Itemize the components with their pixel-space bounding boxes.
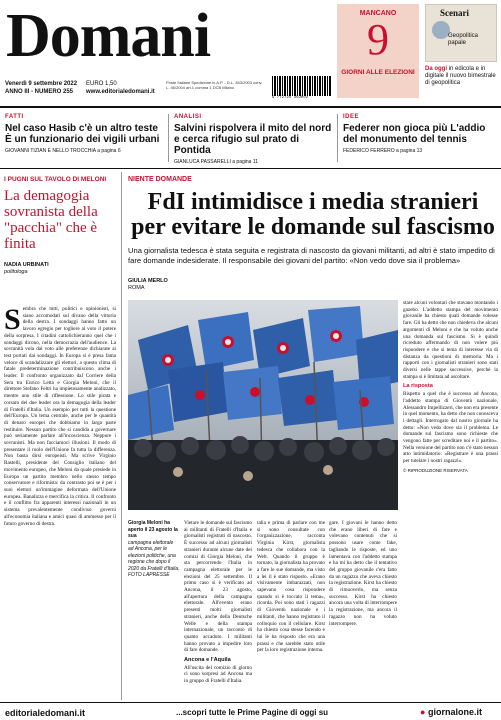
page-footer <box>0 702 501 720</box>
main-headline[interactable]: FdI intimidisce i media stranieri per evitare le domande sul fascismo <box>131 189 495 240</box>
scenari-title: Scenari <box>440 8 469 18</box>
barcode <box>272 76 332 96</box>
column-text: stare alcuni volontari che stavano montando i gazebo. L'addetto stampa del movimento giovanile ha chiesto quali domande volesse fare. Gli ha detto che non chiedeva che alcuni argomenti di Meloni e che ha voluto anche una domanda sul fascismo. Si è quindi ricreduto affermando di non volere più rispondere e che si tema di interesse via di distanza da questioni di memoria. Ma i rapporti con i giornalisti stranieri sono stati diversi nelle tappe successive, perché la stampa si è limitata ad ascoltare. <box>403 300 498 380</box>
postal-fineprint: Poste Italiane Spedizione in A.P. - D.L. 353/2003 conv. L. 46/2004 art.1 comma 1 DCB Milano <box>166 80 263 90</box>
teaser-kicker: IDEE <box>343 114 360 120</box>
rally-photo <box>128 300 398 510</box>
teaser-kicker: ANALISI <box>174 114 202 120</box>
masthead-logo: Domani <box>6 2 211 70</box>
scenari-description-bold: Da oggi <box>425 66 447 72</box>
main-place: ROMA <box>128 285 145 291</box>
masthead-rule <box>0 106 501 108</box>
column-text: talia e prima di parlare con me si sono consultate con l'organizzazione, racconta Virginia Kirst, giornalista tedesca che collabora con la Welt. Quando il gruppo è tornato, la giornalista ha provato a fare le sue domande, ma visto a lei il è stato risposto. «Erano visivamente imbarazzati, non sapevano cosa rispondere quando si è toccato il tema», ricorda. Poi sono stati i ragazzi di Gioventù nazionale e i militanti, che hanno registrato il colloquio con il cellulare. Kirst ha chiesto cosa stesse facendo e lui le ha risposto che era una prassi e che sarebbe stato utile per la loro registrazione interna. <box>257 520 325 654</box>
rally-flags-image <box>128 300 398 510</box>
opinion-title[interactable]: La demagogia sovranista della "pacchia" che è finita <box>4 188 98 252</box>
column-text: Vietare le domande sul fascismo ai militanti di Fratelli d'Italia e giornalisti registrati di nascosto. È successo ad alcuni giornalisti stranieri durante alcune date dei comizi di Giorgia Meloni, che sta percorrendo l'Italia in campagna elettorale per le elezioni del 25 settembre. Il primo caso si è verificato ad Ancona, il 23 agosto, all'apertura della campagna elettorale. All'evento erano presenti molti giornalisti stranieri, anche della Deutsche Welle e della stampa internazionale, un racconto di quanto accaduto. I militanti hanno provato a impedire loro di fare domande. <box>184 520 252 654</box>
column-subhead: La risposta <box>403 383 433 390</box>
main-kicker: NIENTE DOMANDE <box>128 176 192 183</box>
caption-body: campagna elettorale ad Ancona, per le elezioni politiche, una regione che dopo il 2020 da Fratelli d'Italia. FOTO LAPRESSE <box>128 539 180 578</box>
divider <box>337 114 338 162</box>
website-link[interactable]: www.editorialedomani.it <box>86 89 155 95</box>
brand-icon: ● <box>420 707 426 717</box>
price-block <box>86 80 155 96</box>
column-text: All'uscita del comizio di giorno ci sono sorpresi ad Ancona ma in gruppo di Fratelli d'Italia. <box>184 664 252 685</box>
main-author: GIULIA MERLO <box>128 278 168 284</box>
teaser-author: FEDERICO FERRERO a pagina 13 <box>343 148 423 154</box>
divider <box>121 172 122 700</box>
countdown-suffix: GIORNI ALLE ELEZIONI <box>341 69 415 76</box>
photo-caption <box>128 520 180 579</box>
column-subhead: Ancona e l'Aquila <box>184 657 231 664</box>
main-column-3 <box>329 520 397 627</box>
barcode-number: 9 772724 359002 <box>272 96 309 100</box>
teaser-analisi[interactable] <box>174 114 334 165</box>
teaser-kicker: FATTI <box>5 114 24 120</box>
opinion-author: NADIA URBINATI <box>4 262 49 268</box>
teaser-headline: Nel caso Hasib c'è un altro teste È un funzionario dei vigili urbani <box>5 123 160 145</box>
main-subtitle: Una giornalista tedesca è stata seguita e registrata di nascosto da giovani militanti, ad altri è stato impedito di fare domande indesiderate. Il responsabile dei giovani del partito: «Non vedo dove sia il problema» <box>128 246 495 265</box>
copyright-note: © RIPRODUZIONE RISERVATA <box>403 467 468 473</box>
main-column-4 <box>403 300 498 476</box>
main-column-2 <box>257 520 325 654</box>
scenari-cover <box>425 4 497 62</box>
issue-meta <box>5 80 77 96</box>
teaser-rule <box>0 168 501 169</box>
countdown-label: MANCANO <box>359 10 397 17</box>
teaser-author: GIANLUCA PASSARELLI a pagina 11 <box>174 159 259 165</box>
teaser-headline: Salvini rispolvera il mito del nord e cerca rifugio sul prato di Pontida <box>174 123 332 156</box>
scenari-promo[interactable] <box>425 4 497 98</box>
footer-brand: giornalone.it <box>427 707 482 717</box>
teaser-idee[interactable] <box>343 114 497 154</box>
teaser-author: GIOVANNI TIZIAN E NELLO TROCCHIA a pagina 6 <box>5 148 121 154</box>
issue-number: ANNO III - NUMERO 255 <box>5 89 74 95</box>
opinion-body <box>4 303 116 527</box>
column-text: Rispetto a quel che è successo ad Ancona, l'addetto stampa di Gioventù nazionale, Alessandro Impellizzeri, che non era presente in quel momento, ha detto che non conosceva i dettagli. Interrogato dal nostro giornale ha detto: «Non vedo dove sia il problema. Le domande sul fascismo sono richieste che vengono fatte per screditare noi e il partito». Nella versione del partito non c'è stato nessun atto intimidatorio: «Registrare è una prassi per tutelare i nostri ragazzi». <box>403 391 499 465</box>
scenari-description <box>425 66 497 87</box>
opinion-role: politologa <box>4 269 28 275</box>
main-column-1 <box>184 520 252 685</box>
countdown-number: 9 <box>367 15 389 64</box>
election-countdown <box>337 4 419 98</box>
scenari-description-text: in edicola e in digitale il nuovo bimestrale di geopolitica <box>425 66 496 86</box>
opinion-dropcap: S <box>4 303 21 336</box>
divider <box>168 114 169 162</box>
teaser-headline: Federer non gioca più L'addio del monumento del tennis <box>343 123 486 145</box>
issue-date: Venerdì 9 settembre 2022 <box>5 81 78 87</box>
issue-price: EURO 1,50 <box>86 81 117 87</box>
scenari-subtitle: Geopolitica papale <box>448 33 479 46</box>
teaser-fatti[interactable] <box>5 114 165 154</box>
footer-promo: ...scopri tutte le Prime Pagine di oggi su <box>176 708 329 717</box>
opinion-text: embra che tutti, politici e opinionisti, si siano accomodati sul divano della vittoria della destra. I sondaggi hanno fatto un lavoro egregio per togliere al voto il potere della sorpresa. I citadini cattolichieranno quel che i sondaggi dicono, nella democrazia dell'audience. La sovranità vola dal voto alle preferenze dichiarate ai test portati dai sondaggi. In Europa si è presa fama veloce di scandalizzare gli elettori, a questo clima di fatale predeterminazione contribuiscono anche i leader. Il confronto organizzato dal Corriere della Sera tra Enrico Letta e Giorgia Meloni, che il direttore Stefano Feltri ha impietosamente analizzato, mentre uno stile di riflessione. Lo stile pirata e corsaro dei due leader ora la demagogia della leader di Fratelli d'Italia. Un esempio per tutti la questione dell'Europa. Un tema centrale, anche per le quantità di denaro europei che dobbiamo in larga parte restituire. Nessun partito che si candida a governare può seriamente parlare all'incoscienza. Neppure i sovranisti. Ma non facciamoci illusioni. Il modo di presentare il ruolo dell'Unione fa tutta la differenza. Non basta dirsi europeisti. Ma scrive Virginio Rastelli, presidente del Consiglio italiano del movimento europeo, che Meloni da quale presiede in Europa un partito membro nello stesso tempo conservatore e riformista: da contrasto poi se è per i suoi elettori un'immagine deformata dell'Unione europea. Banalizza e mercifica la critica. Il confronto e il conflitto fra apparenti interessi nazionali in un sistema prevalentemente condiviso governi all'economia italiana e amici quasi di ammesso per il futuro governo di destra. <box>4 306 116 527</box>
caption-title: Giorgia Meloni ha aperto il 23 agosto la sua <box>128 520 178 539</box>
opinion-kicker: I PUGNI SUL TAVOLO DI MELONI <box>4 176 107 183</box>
column-text: gare. I giovani le hanno detto che erano liberi di fare e volevano contenuti che si possono usare come fake, tagliando le risposte, ed uno lamentava con l'addetto stampa e ha mi ha detto che il tentativo del gruppo giovanile c'era fatto da un ragazzo che aveva chiesto la registrazione. Kirst ha chiesto di rimuoverlo, ma senza successo. Kirst ha chiesto ancora una volta di interrompere la registrazione, ma ancora il ragazzo non ha voluto interrompere. <box>329 520 397 627</box>
footer-brand-link[interactable] <box>420 707 482 717</box>
opinion-column <box>0 176 118 275</box>
footer-site-link[interactable]: editorialedomani.it <box>5 708 86 718</box>
